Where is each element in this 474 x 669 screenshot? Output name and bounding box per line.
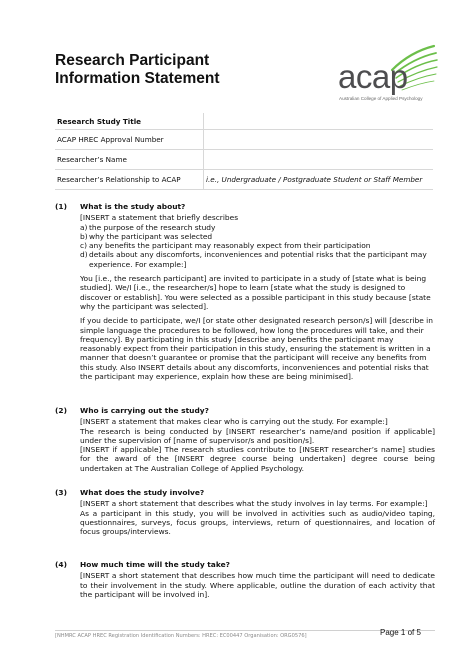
list-letter: a) — [80, 222, 88, 232]
acap-logo-text: acap — [338, 58, 408, 95]
list-letter: d) — [80, 250, 88, 260]
researcher-name-value — [204, 150, 434, 170]
section-title: What does the study involve? — [80, 488, 205, 497]
section-paragraph: You [i.e., the research participant] are invited to participate in a study of [state what is being studied]. We/I [i.e., the researcher/s] hope to learn [state what the study is designed to discover or establish]. You were selected as a possible participant in this study because [state why the participant was selected]. — [80, 274, 431, 311]
table-row — [55, 113, 433, 130]
table-row — [55, 150, 433, 170]
section-3 — [55, 488, 435, 536]
table-row — [55, 130, 433, 150]
hrec-approval-label: ACAP HREC Approval Number — [55, 130, 204, 150]
relationship-label: Researcher’s Relationship to ACAP — [55, 170, 204, 190]
list-letter: b) — [80, 231, 88, 241]
list-text: details about any discomforts, inconveniences and potential risks that the participant may experience. For example:] — [89, 250, 427, 269]
section-paragraph: [INSERT a short statement that describes how much time the participant will need to dedicate to their involvement in the study. Where applicable, outline the duration of each activity that the participant will be involved in]. — [80, 571, 435, 599]
section-title: How much time will the study take? — [80, 560, 230, 569]
section-heading — [55, 406, 435, 415]
table-row — [55, 170, 433, 190]
acap-logo-subtitle: Australian College of Applied Psychology — [339, 96, 423, 101]
researcher-name-label: Researcher’s Name — [55, 150, 204, 170]
list-text: any benefits the participant may reasonably expect from their participation — [89, 241, 371, 251]
study-title-label: Research Study Title — [55, 113, 204, 130]
list-text: why the participant was selected — [89, 231, 213, 241]
section-heading — [55, 202, 435, 211]
section-1 — [55, 202, 435, 381]
study-info-table — [55, 113, 433, 190]
section-title: Who is carrying out the study? — [80, 406, 209, 415]
section-2 — [55, 406, 435, 473]
section-intro: [INSERT a statement that briefly describes — [80, 213, 239, 223]
page-title — [55, 52, 219, 88]
hrec-approval-value — [204, 130, 434, 150]
section-paragraph: As a participant in this study, you will be involved in activities such as audio/video taping, questionnaires, surveys, focus groups, interviews, return of questionnaires, and location of focus groups/interviews. — [80, 508, 435, 537]
section-heading — [55, 488, 435, 497]
title-line-2: Information Statement — [55, 70, 220, 87]
section-title: What is the study about? — [80, 202, 186, 211]
purpose-list — [80, 223, 435, 269]
section-4 — [55, 560, 435, 599]
list-item — [80, 241, 435, 250]
section-body — [55, 213, 435, 381]
list-item — [80, 223, 435, 232]
list-text: the purpose of the research study — [89, 222, 216, 232]
relationship-value: i.e., Undergraduate / Postgraduate Student or Staff Member — [204, 170, 434, 190]
study-title-value — [204, 113, 434, 130]
section-number: (2) — [55, 406, 67, 415]
section-body — [55, 499, 435, 536]
section-paragraph: [INSERT a statement that makes clear who is carrying out the study. For example:] — [80, 417, 388, 427]
section-paragraph: [INSERT if applicable] The research studies contribute to [INSERT researcher’s name] studies for the award of the [INSERT degree course being undertaken] degree course being undertaken at The Australian College of Applied Psychology. — [80, 445, 435, 473]
list-item — [80, 250, 435, 269]
list-item — [80, 232, 435, 241]
section-body — [55, 417, 435, 473]
list-letter: c) — [80, 241, 87, 251]
section-heading — [55, 560, 435, 569]
section-paragraph: If you decide to participate, we/I [or state other designated research person/s] will [describe in simple language the procedures to be followed, how long the procedures will take, and their frequency]. By participating in this study [describe any benefits the participant may reasonably expect from their participation in this study, ensuring the statement is written in a manner that doesn’t guarantee or promise that the participant will receive any benefits from this study. Also INSERT details about any discomforts, inconveniences and potential risks that the participant may experience, explain how these are being minimised]. — [80, 316, 433, 382]
title-line-1: Research Participant — [55, 52, 210, 69]
section-number: (4) — [55, 560, 67, 569]
section-number: (1) — [55, 202, 67, 211]
section-paragraph: The research is being conducted by [INSERT researcher’s name/and position if applicable] under the supervision of [name of supervisor/s and position/s]. — [80, 426, 435, 445]
section-body — [55, 571, 435, 599]
section-number: (3) — [55, 488, 67, 497]
section-paragraph: [INSERT a short statement that describes what the study involves in lay terms. For example:] — [80, 499, 428, 509]
footer-registration: [NHMRC ACAP HREC Registration Identification Numbers: HREC: EC00447 Organisation: ORG0576] — [55, 630, 435, 639]
page-number: Page 1 of 5 — [380, 628, 421, 637]
